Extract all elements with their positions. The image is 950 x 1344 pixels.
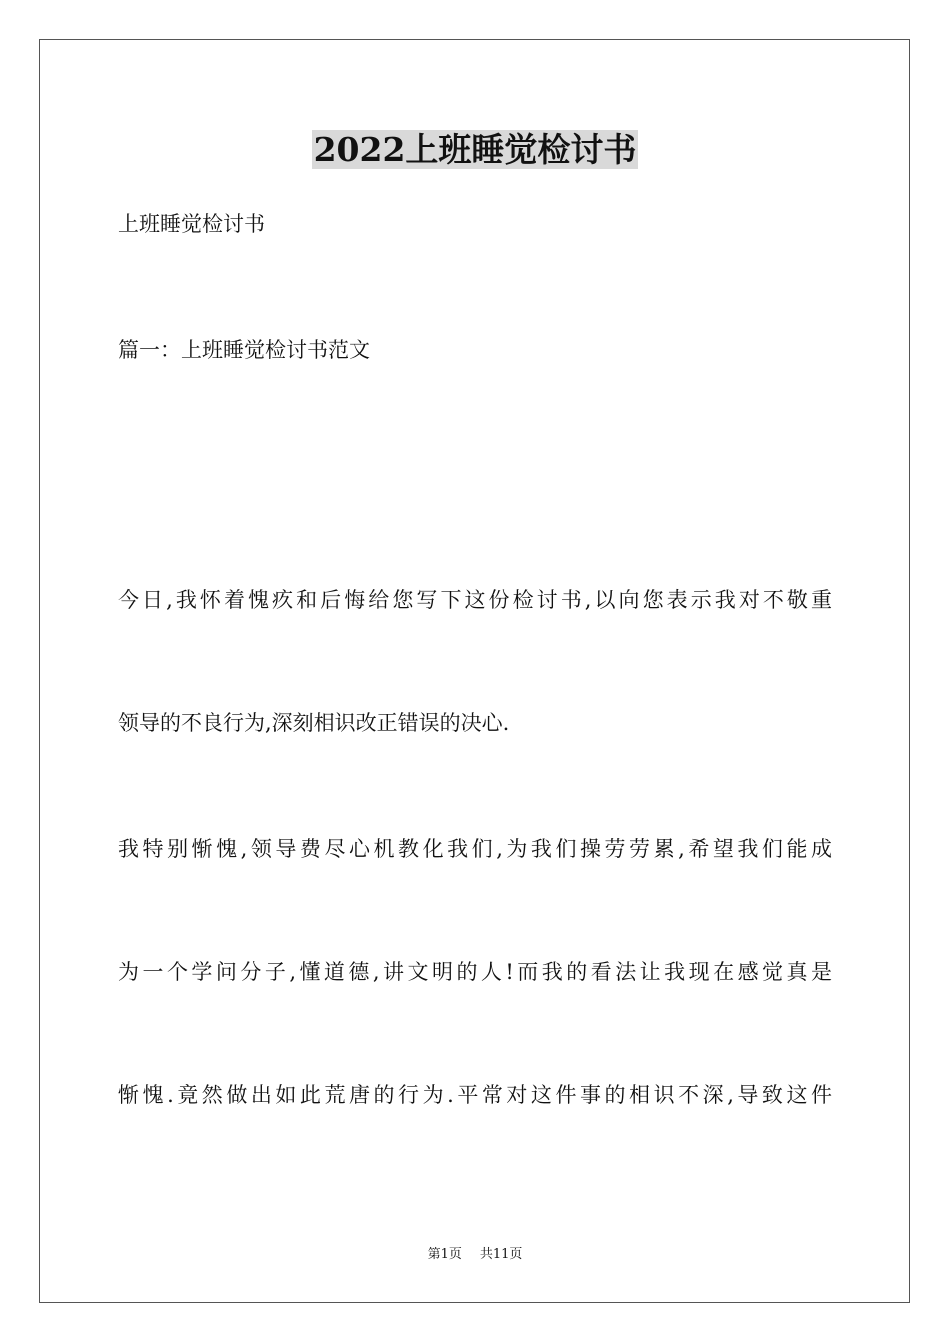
- page-footer: [0, 1246, 950, 1264]
- page-total: 共11页: [479, 1247, 523, 1262]
- body-line-2: 领导的不良行为,深刻相识改正错误的决心.: [118, 711, 510, 735]
- page-number: 第1页: [427, 1247, 462, 1262]
- section-heading: 篇一：上班睡觉检讨书范文: [118, 338, 370, 362]
- body-line-5: 惭愧.竟然做出如此荒唐的行为.平常对这件事的相识不深,导致这件: [118, 1083, 832, 1107]
- body-line-3: 我特别惭愧,领导费尽心机教化我们,为我们操劳劳累,希望我们能成: [118, 837, 832, 861]
- document-title-text: 2022上班睡觉检讨书: [313, 130, 637, 169]
- body-line-1: 今日,我怀着愧疚和后悔给您写下这份检讨书,以向您表示我对不敬重: [118, 588, 832, 612]
- body-line-4: 为一个学问分子,懂道德,讲文明的人!而我的看法让我现在感觉真是: [118, 960, 832, 984]
- document-title: [0, 128, 950, 172]
- document-subtitle: 上班睡觉检讨书: [118, 212, 265, 236]
